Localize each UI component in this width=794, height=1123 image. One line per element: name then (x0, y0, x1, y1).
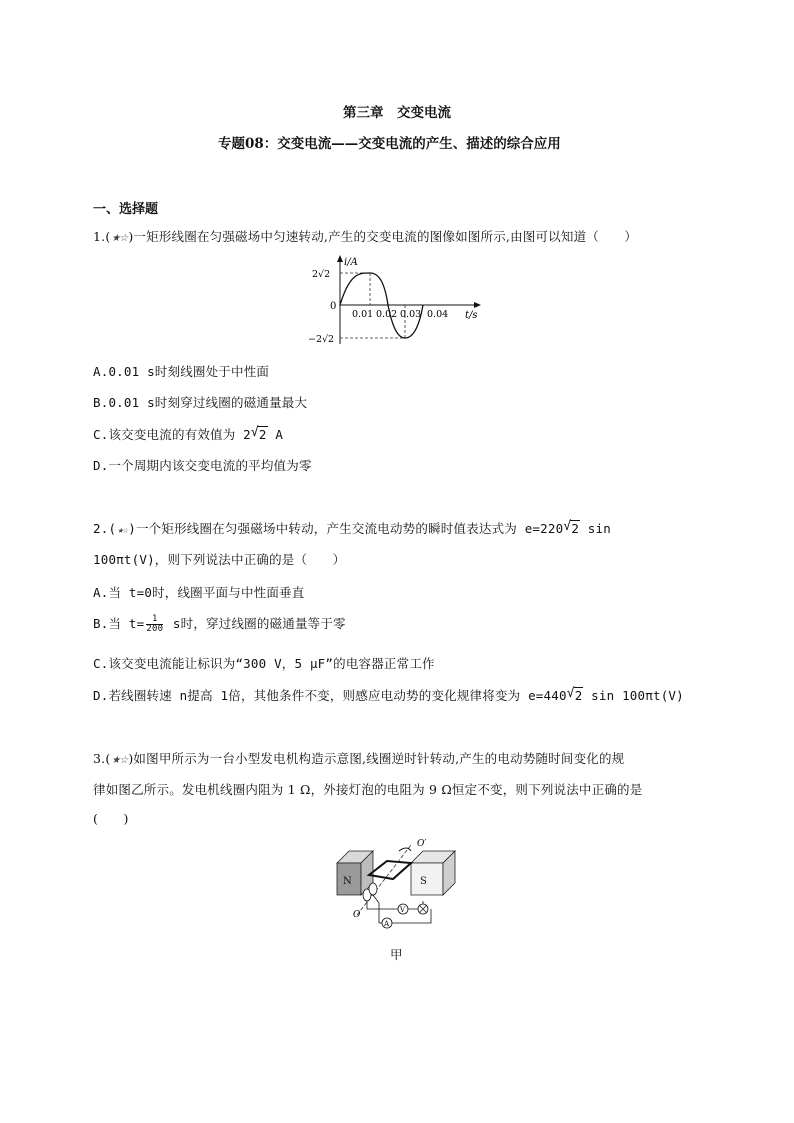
sqrt: √ 2 (563, 519, 580, 536)
sqrt: √ 2 (566, 686, 583, 703)
difficulty-stars-icon: ★☆ (111, 755, 128, 766)
sqrt: √ 2 (250, 425, 267, 442)
q2-option-c: C.该交变电流能让标识为“300 V，5 μF”的电容器正常工作 (93, 656, 435, 671)
radical-icon: √ (566, 686, 575, 701)
circuit-wire (367, 901, 423, 909)
q1-option-a: A.0.01 s时刻线圈处于中性面 (93, 364, 270, 379)
x-tick-label: 0.04 (427, 309, 449, 320)
q3-stem-line3: ( ) (93, 811, 129, 826)
q2-stem-line2: 100πt(V)，则下列说法中正确的是（ ） (93, 552, 346, 567)
section-heading: 一、选择题 (93, 202, 159, 217)
axis-label-top: O′ (417, 839, 427, 849)
q3-number: 3. (93, 751, 106, 766)
fraction: $\frac{1}{200}$ (146, 614, 164, 634)
x-tick-label: 0.02 (376, 309, 398, 320)
q2-option-d: D.若线圈转速 n提高 1倍，其他条件不变，则感应电动势的变化规律将变为 e=440 √ 2 sin 100πt(V) (93, 686, 684, 703)
q2-stem: 2.(★☆)一个矩形线圈在匀强磁场中转动，产生交流电动势的瞬时值表达式为 e=220 √ 2 sin (93, 519, 611, 536)
q1-stem: 1.(★☆)一矩形线圈在匀强磁场中匀速转动,产生的交变电流的图像如图所示,由图可以知道（ ） (93, 229, 638, 244)
q1-number: 1. (93, 229, 106, 244)
axis-label-bottom: O (353, 910, 361, 920)
q1-stem-text: 一矩形线圈在匀强磁场中匀速转动,产生的交变电流的图像如图所示,由图可以知道（ ） (133, 229, 638, 244)
slip-ring (369, 883, 377, 895)
magnet-n-label: N (343, 876, 352, 887)
y-min-label: −2√2 (308, 334, 335, 345)
q2-option-b: B.当 t= $\frac{1}{200}$ s时，穿过线圈的磁通量等于零 (93, 614, 346, 634)
q3-generator-diagram (333, 833, 463, 938)
origin-label: 0 (330, 301, 337, 312)
y-max-label: 2√2 (312, 269, 331, 280)
ammeter-label: A (384, 920, 390, 928)
chapter-title: 第三章 交变电流 (343, 105, 451, 121)
x-axis-arrow-icon (474, 302, 481, 308)
magnet-s-front (411, 863, 443, 895)
q1-option-d: D.一个周期内该交变电流的平均值为零 (93, 458, 312, 473)
radical-icon: √ (250, 425, 259, 440)
radical-icon: √ (563, 519, 572, 534)
q3-stem-line2: 律如图乙所示。发电机线圈内阻为 1 Ω，外接灯泡的电阻为 9 Ω恒定不变，则下列说法中正确的是 (93, 782, 643, 797)
y-axis-label: i/A (344, 257, 358, 268)
q1-current-graph (305, 252, 495, 348)
q2-number: 2. (93, 521, 109, 536)
q1-option-c: C.该交变电流的有效值为 2 √ 2 A (93, 425, 284, 442)
y-axis-arrow-icon (337, 255, 343, 262)
x-axis-label: t/s (465, 310, 478, 321)
q1-option-b: B.0.01 s时刻穿过线圈的磁通量最大 (93, 395, 308, 410)
coil (369, 861, 411, 879)
q3-stem: 3.(★☆)如图甲所示为一台小型发电机构造示意图,线圈逆时针转动,产生的电动势随时间变化的规 (93, 751, 625, 766)
difficulty-stars-icon: ★☆ (111, 233, 128, 244)
rotation-arrow-icon (399, 848, 411, 851)
x-tick-label: 0.03 (400, 309, 422, 320)
topic-title: 专题08：交变电流——交变电流的产生、描述的综合应用 (218, 136, 561, 152)
voltmeter-label: V (400, 906, 406, 914)
q2-option-a: A.当 t=0时，线圈平面与中性面垂直 (93, 585, 305, 600)
difficulty-stars-icon: ★☆ (117, 525, 128, 536)
magnet-s-label: S (420, 876, 427, 887)
x-tick-label: 0.01 (352, 309, 374, 320)
figure-caption: 甲 (390, 947, 403, 962)
